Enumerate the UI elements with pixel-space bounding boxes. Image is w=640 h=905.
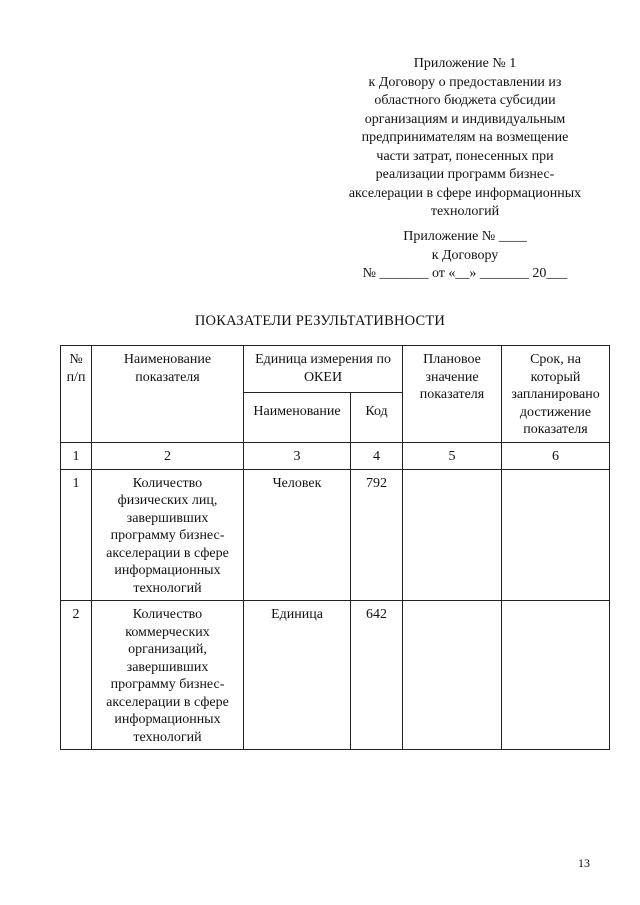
appendix-1-line: областного бюджета субсидии [374, 93, 556, 108]
table-row [61, 469, 610, 601]
table-row [61, 601, 610, 750]
header-indicator-name: Наименование показателя [92, 346, 244, 443]
appendix-1-line: акселерации в сфере информационных [348, 185, 582, 201]
column-number: 5 [403, 443, 502, 470]
appendix-2-block [330, 228, 600, 284]
appendix-1-line: предпринимателям на возмещение [361, 130, 569, 145]
header-unit-name: Наименование [244, 393, 351, 443]
column-number: 4 [351, 443, 403, 470]
header-unit-code: Код [351, 393, 403, 443]
header-planned-value: Плановое значение показателя [403, 346, 502, 443]
appendix-1-line: технологий [430, 204, 500, 219]
row-unit-code: 642 [351, 601, 403, 750]
appendix-2-line: Приложение № ____ [403, 229, 527, 244]
document-title: ПОКАЗАТЕЛИ РЕЗУЛЬТАТИВНОСТИ [194, 313, 446, 329]
row-num: 2 [61, 601, 92, 750]
row-indicator-name: Количество коммерческих организаций, завершивших программу бизнес- акселерации в сфере информационных технологий [92, 601, 244, 750]
appendix-1-line: части затрат, понесенных при [376, 148, 554, 164]
row-planned-value [403, 469, 502, 601]
row-planned-value [403, 601, 502, 750]
header-num: № п/п [61, 346, 92, 443]
appendix-2-line: к Договору [431, 247, 499, 263]
column-numbers-row [61, 443, 610, 470]
header-unit-group: Единица измерения по ОКЕИ [244, 346, 403, 393]
appendix-1-line: к Договору о предоставлении из [368, 74, 562, 90]
column-number: 1 [61, 443, 92, 470]
indicators-table [60, 345, 610, 750]
column-number: 6 [502, 443, 610, 470]
row-deadline [502, 601, 610, 750]
appendix-2-line: № _______ от «__» _______ 20___ [362, 266, 568, 281]
column-number: 3 [244, 443, 351, 470]
row-indicator-name: Количество физических лиц, завершивших программу бизнес- акселерации в сфере информационных технологий [92, 469, 244, 601]
appendix-1-block [330, 55, 600, 222]
row-deadline [502, 469, 610, 601]
row-unit-name: Единица [244, 601, 351, 750]
column-number: 2 [92, 443, 244, 470]
header-deadline: Срок, на который запланировано достижение показателя [502, 346, 610, 443]
row-unit-code: 792 [351, 469, 403, 601]
page-number: 13 [578, 856, 590, 870]
table-header-row [61, 346, 610, 393]
row-num: 1 [61, 469, 92, 601]
row-unit-name: Человек [244, 469, 351, 601]
appendix-1-line: Приложение № 1 [413, 56, 517, 71]
appendix-1-line: организациям и индивидуальным [364, 111, 566, 127]
appendix-1-line: реализации программ бизнес- [375, 167, 555, 182]
